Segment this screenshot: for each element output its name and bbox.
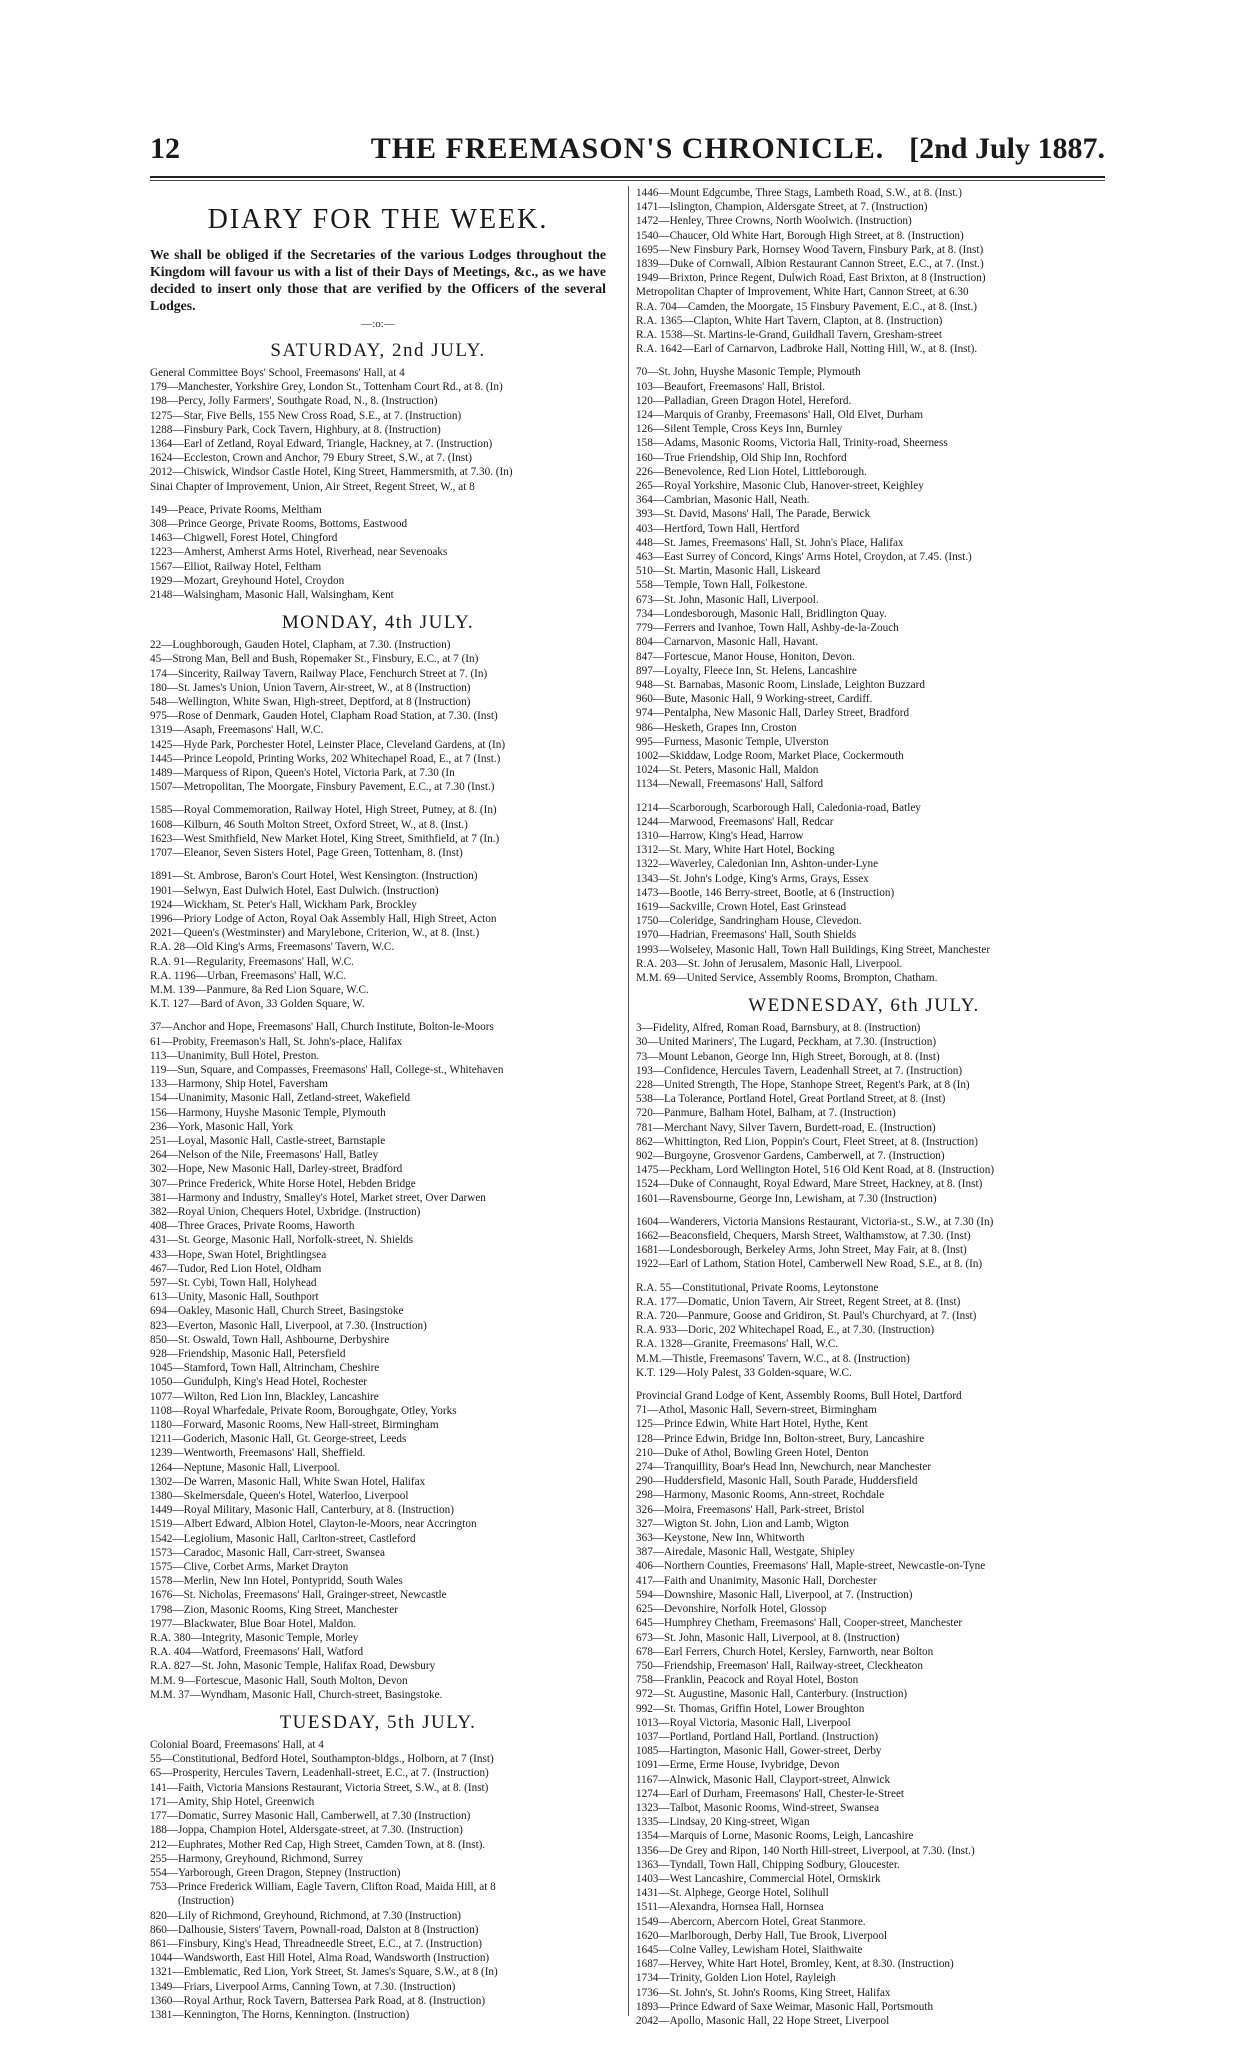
diary-entry: R.A. 933—Doric, 202 Whitechapel Road, E., at 7.30. (Instruction) — [636, 1324, 935, 1337]
diary-entry: 290—Huddersfield, Masonic Hall, South Parade, Huddersfield — [636, 1475, 918, 1488]
diary-entry: 2012—Chiswick, Windsor Castle Hotel, King Street, Hammersmith, at 7.30. (In) — [150, 466, 513, 479]
diary-entry: 694—Oakley, Masonic Hall, Church Street, Basingstoke — [150, 1305, 404, 1318]
diary-entry: 326—Moira, Freemasons' Hall, Park-street, Bristol — [636, 1503, 865, 1516]
left-column — [150, 186, 606, 2021]
diary-entry: M.M.—Thistle, Freemasons' Tavern, W.C., at 8. (Instruction) — [636, 1352, 910, 1365]
diary-entry: 1924—Wickham, St. Peter's Hall, Wickham Park, Brockley — [150, 898, 417, 911]
diary-entry: R.A. 55—Constitutional, Private Rooms, Leytonstone — [636, 1281, 879, 1294]
diary-entry: 928—Friendship, Masonic Hall, Petersfield — [150, 1348, 346, 1360]
diary-entry: 1687—Hervey, White Hart Hotel, Bromley, Kent, at 8.30. (Instruction) — [636, 1958, 954, 1971]
diary-entry: 902—Burgoyne, Grosvenor Gardens, Camberwell, at 7. (Instruction) — [636, 1150, 945, 1162]
monday-entries — [150, 638, 606, 1702]
diary-entry: 1302—De Warren, Masonic Hall, White Swan Hotel, Halifax — [150, 1475, 426, 1488]
saturday-entries — [150, 366, 606, 602]
diary-entry: 1045—Stamford, Town Hall, Altrincham, Cheshire — [150, 1362, 380, 1375]
diary-entry: 1044—Wandsworth, East Hill Hotel, Alma Road, Wandsworth (Instruction) — [150, 1952, 490, 1965]
diary-entry: 734—Londesborough, Masonic Hall, Bridlington Quay. — [636, 607, 887, 620]
day-heading-saturday: SATURDAY, 2nd JULY. — [270, 340, 486, 361]
diary-entry: 141—Faith, Victoria Mansions Restaurant, Victoria Street, S.W., at 8. (Inst) — [150, 1781, 489, 1794]
diary-entry: 1050—Gundulph, King's Head Hotel, Rochester — [150, 1376, 368, 1389]
diary-entry: General Committee Boys' School, Freemasons' Hall, at 4 — [150, 367, 405, 379]
diary-entry: 975—Rose of Denmark, Gauden Hotel, Clapham Road Station, at 7.30. (Inst) — [150, 710, 498, 723]
diary-entry: 1929—Mozart, Greyhound Hotel, Croydon — [150, 574, 345, 587]
diary-entry: 1244—Marwood, Freemasons' Hall, Redcar — [636, 815, 834, 828]
diary-entry: 1211—Goderich, Masonic Hall, Gt. George-street, Leeds — [150, 1433, 407, 1446]
diary-entry: R.A. 827—St. John, Masonic Temple, Halifax Road, Dewsbury — [150, 1660, 436, 1673]
diary-entry: 861—Finsbury, King's Head, Threadneedle Street, E.C., at 7. (Instruction) — [150, 1937, 482, 1950]
diary-entry: 1449—Royal Military, Masonic Hall, Canterbury, at 8. (Instruction) — [150, 1504, 454, 1517]
diary-entry: 236—York, Masonic Hall, York — [150, 1120, 294, 1133]
diary-entry: M.M. 139—Panmure, 8a Red Lion Square, W.C. — [150, 983, 369, 996]
diary-entry: R.A. 1196—Urban, Freemasons' Hall, W.C. — [150, 969, 347, 982]
diary-entry: 298—Harmony, Masonic Rooms, Ann-street, Rochdale — [636, 1489, 885, 1502]
entry-gap — [636, 1272, 1092, 1281]
diary-entry: 850—St. Oswald, Town Hall, Ashbourne, Derbyshire — [150, 1333, 390, 1346]
issue-date: [2nd July 1887. — [909, 132, 1105, 165]
diary-entry: 255—Harmony, Greyhound, Richmond, Surrey — [150, 1852, 364, 1865]
entry-gap — [636, 356, 1092, 365]
diary-entry: 1364—Earl of Zetland, Royal Edward, Triangle, Hackney, at 7. (Instruction) — [150, 438, 493, 451]
diary-entry: Colonial Board, Freemasons' Hall, at 4 — [150, 1739, 324, 1752]
diary-entry: 1519—Albert Edward, Albion Hotel, Clayton-le-Moors, near Accrington — [150, 1518, 477, 1531]
diary-entry: 558—Temple, Town Hall, Folkestone. — [636, 579, 808, 592]
diary-entry: 779—Ferrers and Ivanhoe, Town Hall, Ashby-de-la-Zouch — [636, 622, 899, 635]
diary-entry: 1996—Priory Lodge of Acton, Royal Oak Assembly Hall, High Street, Acton — [150, 912, 497, 925]
diary-entry: 1475—Peckham, Lord Wellington Hotel, 516 Old Kent Road, at 8. (Instruction) — [636, 1164, 995, 1177]
diary-entry: 55—Constitutional, Bedford Hotel, Southampton-bldgs., Holborn, at 7 (Inst) — [150, 1753, 494, 1766]
diary-entry: R.A. 1642—Earl of Carnarvon, Ladbroke Hall, Notting Hill, W., at 8. (Inst). — [636, 343, 978, 356]
diary-entry: 645—Humphrey Chetham, Freemasons' Hall, Cooper-street, Manchester — [636, 1617, 963, 1630]
diary-entry: 1511—Alexandra, Hornsea Hall, Hornsea — [636, 1901, 824, 1914]
diary-entry: 1949—Brixton, Prince Regent, Dulwich Road, East Brixton, at 8 (Instruction) — [636, 272, 986, 285]
diary-entry: 1695—New Finsbury Park, Hornsey Wood Tavern, Finsbury Park, at 8. (Inst) — [636, 243, 984, 256]
diary-entry: 1264—Neptune, Masonic Hall, Liverpool. — [150, 1461, 341, 1474]
diary-entry: 403—Hertford, Town Hall, Hertford — [636, 522, 800, 535]
diary-entry: 1624—Eccleston, Crown and Anchor, 79 Ebury Street, S.W., at 7. (Inst) — [150, 452, 472, 465]
diary-entry: 1037—Portland, Portland Hall, Portland. (Instruction) — [636, 1730, 879, 1743]
diary-entry: 1993—Wolseley, Masonic Hall, Town Hall Buildings, King Street, Manchester — [636, 943, 991, 956]
diary-entry: K.T. 129—Holy Palest, 33 Golden-square, W.C. — [636, 1366, 852, 1379]
diary-entry: 1335—Lindsay, 20 King-street, Wigan — [636, 1816, 810, 1829]
diary-entry: 251—Loyal, Masonic Hall, Castle-street, Barnstaple — [150, 1134, 386, 1147]
diary-entry: 37—Anchor and Hope, Freemasons' Hall, Church Institute, Bolton-le-Moors — [150, 1021, 494, 1034]
diary-entry: 1349—Friars, Liverpool Arms, Canning Town, at 7.30. (Instruction) — [150, 1980, 456, 1993]
diary-entry: 408—Three Graces, Private Rooms, Haworth — [150, 1220, 355, 1233]
diary-entry: 1604—Wanderers, Victoria Mansions Restaurant, Victoria-st., S.W., at 7.30 (In) — [636, 1215, 994, 1228]
diary-entry: 1013—Royal Victoria, Masonic Hall, Liverpool — [636, 1716, 851, 1729]
diary-entry: 2021—Queen's (Westminster) and Marylebone, Criterion, W., at 8. (Inst.) — [150, 927, 480, 940]
diary-entry: 862—Whittington, Red Lion, Poppin's Court, Fleet Street, at 8. (Instruction) — [636, 1135, 978, 1148]
entry-gap — [150, 860, 606, 869]
diary-entry: 1363—Tyndall, Town Hall, Chipping Sodbury, Gloucester. — [636, 1858, 900, 1871]
diary-entry: 149—Peace, Private Rooms, Meltham — [150, 503, 322, 516]
diary-entry: 1473—Bootle, 146 Berry-street, Bootle, at 6 (Instruction) — [636, 886, 895, 899]
diary-entry: 327—Wigton St. John, Lion and Lamb, Wigton — [636, 1517, 849, 1530]
diary-entry: 1024—St. Peters, Masonic Hall, Maldon — [636, 764, 819, 777]
diary-entry: 308—Prince George, Private Rooms, Bottoms, Eastwood — [150, 518, 408, 531]
diary-entry: 1275—Star, Five Bells, 155 New Cross Road, S.E., at 7. (Instruction) — [150, 409, 462, 422]
diary-entry: 124—Marquis of Granby, Freemasons' Hall, Old Elvet, Durham — [636, 409, 924, 422]
diary-entry: 1619—Sackville, Crown Hotel, East Grinstead — [636, 900, 847, 913]
diary-entry: 1549—Abercorn, Abercorn Hotel, Great Stanmore. — [636, 1915, 866, 1928]
day-heading-wednesday: WEDNESDAY, 6th JULY. — [748, 995, 980, 1017]
tuesday-continued-entries — [636, 186, 1092, 985]
diary-entry: 71—Athol, Masonic Hall, Severn-street, Birmingham — [636, 1404, 877, 1417]
entry-gap — [150, 794, 606, 803]
diary-entry: 1970—Hadrian, Freemasons' Hall, South Shields — [636, 929, 857, 942]
diary-entry: 1274—Earl of Durham, Freemasons' Hall, Chester-le-Street — [636, 1787, 905, 1800]
diary-entry: 1573—Caradoc, Masonic Hall, Carr-street, Swansea — [150, 1546, 385, 1559]
diary-entry: Sinai Chapter of Improvement, Union, Air Street, Regent Street, W., at 8 — [150, 480, 475, 493]
diary-entry: 70—St. John, Huyshe Masonic Temple, Plymouth — [636, 366, 861, 379]
diary-entry: 1901—Selwyn, East Dulwich Hotel, East Dulwich. (Instruction) — [150, 884, 439, 897]
diary-entry: 363—Keystone, New Inn, Whitworth — [636, 1532, 805, 1545]
entry-gap — [636, 792, 1092, 801]
diary-entry: 986—Hesketh, Grapes Inn, Croston — [636, 721, 797, 734]
diary-entry: 860—Dalhousie, Sisters' Tavern, Pownall-road, Dalston at 8 (Instruction) — [150, 1923, 479, 1936]
diary-entry: 274—Tranquillity, Boar's Head Inn, Newchurch, near Manchester — [636, 1461, 932, 1474]
diary-entry: 625—Devonshire, Norfolk Hotel, Glossop — [636, 1603, 827, 1616]
diary-entry: 597—St. Cybi, Town Hall, Holyhead — [150, 1276, 317, 1289]
diary-entry: 307—Prince Frederick, White Horse Hotel, Hebden Bridge — [150, 1177, 416, 1190]
diary-entry: 1681—Londesborough, Berkeley Arms, John Street, May Fair, at 8. (Inst) — [636, 1244, 967, 1257]
diary-entry: 1798—Zion, Masonic Rooms, King Street, Manchester — [150, 1603, 398, 1616]
diary-entry: 960—Bute, Masonic Hall, 9 Working-street, Cardiff. — [636, 693, 873, 706]
diary-entry: R.A. 177—Domatic, Union Tavern, Air Street, Regent Street, at 8. (Inst) — [636, 1295, 961, 1308]
diary-entry: 1214—Scarborough, Scarborough Hall, Caledonia-road, Batley — [636, 801, 921, 814]
diary-entry: 382—Royal Union, Chequers Hotel, Uxbridge. (Instruction) — [150, 1205, 421, 1218]
diary-entry: 119—Sun, Square, and Compasses, Freemasons' Hall, College-st., Whitehaven — [150, 1063, 504, 1076]
diary-intro: We shall be obliged if the Secretaries of the various Lodges throughout the Kingdom will favour us with a list of their Days of Meetings, &c., as we have decided to insert only those that are verified by the Officers of the several Lodges. — [150, 247, 606, 313]
diary-entry: 154—Unanimity, Masonic Hall, Zetland-street, Wakefield — [150, 1092, 411, 1105]
diary-entry: 125—Prince Edwin, White Hart Hotel, Hythe, Kent — [636, 1418, 868, 1431]
diary-entry: 406—Northern Counties, Freemasons' Hall, Maple-street, Newcastle-on-Tyne — [636, 1560, 986, 1573]
diary-entry: 120—Palladian, Green Dragon Hotel, Hereford. — [636, 394, 852, 407]
diary-entry: 1310—Harrow, King's Head, Harrow — [636, 829, 804, 842]
diary-entry: R.A. 1365—Clapton, White Hart Tavern, Clapton, at 8. (Instruction) — [636, 314, 943, 327]
diary-entry: 264—Nelson of the Nile, Freemasons' Hall, Batley — [150, 1149, 379, 1162]
diary-entry: 1002—Skiddaw, Lodge Room, Market Place, Cockermouth — [636, 749, 904, 762]
diary-entry: 1922—Earl of Lathom, Station Hotel, Camberwell New Road, S.E., at 8. (In) — [636, 1258, 983, 1271]
diary-entry: 1322—Waverley, Caledonian Inn, Ashton-under-Lyne — [636, 858, 879, 871]
diary-entry: 1623—West Smithfield, New Market Hotel, King Street, Smithfield, at 7 (In.) — [150, 832, 500, 845]
diary-entry: M.M. 37—Wyndham, Masonic Hall, Church-street, Basingstoke. — [150, 1688, 443, 1701]
diary-entry: 22—Loughborough, Gauden Hotel, Clapham, at 7.30. (Instruction) — [150, 639, 451, 652]
entry-gap — [150, 494, 606, 503]
diary-entry: 753—Prince Frederick William, Eagle Tavern, Clifton Road, Maida Hill, at 8 — [150, 1881, 496, 1894]
diary-title: DIARY FOR THE WEEK. — [207, 204, 549, 235]
diary-entry: 1645—Colne Valley, Lewisham Hotel, Slaithwaite — [636, 1943, 863, 1956]
diary-entry: 820—Lily of Richmond, Greyhound, Richmond, at 7.30 (Instruction) — [150, 1909, 462, 1922]
diary-entry: 417—Faith and Unanimity, Masonic Hall, Dorchester — [636, 1574, 877, 1587]
page-number: 12 — [150, 132, 180, 165]
diary-entry: 1356—De Grey and Ripon, 140 North Hill-street, Liverpool, at 7.30. (Inst.) — [636, 1844, 975, 1857]
diary-entry: 226—Benevolence, Red Lion Hotel, Littleborough. — [636, 465, 867, 478]
diary-entry: 198—Percy, Jolly Farmers', Southgate Road, N., 8. (Instruction) — [150, 395, 438, 408]
wednesday-entries — [636, 1021, 1092, 2028]
diary-entry: 750—Friendship, Freemason' Hall, Railway-street, Cleckheaton — [636, 1659, 923, 1672]
diary-entry: 1312—St. Mary, White Hart Hotel, Bocking — [636, 844, 835, 857]
diary-entry: 113—Unanimity, Bull Hotel, Preston. — [150, 1049, 320, 1062]
diary-entry: R.A. 404—Watford, Freemasons' Hall, Watford — [150, 1646, 364, 1659]
diary-entry: 1319—Asaph, Freemasons' Hall, W.C. — [150, 724, 324, 737]
diary-entry: 897—Loyalty, Fleece Inn, St. Helens, Lancashire — [636, 664, 857, 677]
diary-entry: 2148—Walsingham, Masonic Hall, Walsingham, Kent — [150, 589, 394, 602]
diary-entry: 1445—Prince Leopold, Printing Works, 202 Whitechapel Road, E., at 7 (Inst.) — [150, 752, 501, 765]
diary-entry: 1463—Chigwell, Forest Hotel, Chingford — [150, 532, 338, 545]
diary-entry: 171—Amity, Ship Hotel, Greenwich — [150, 1795, 315, 1808]
diary-entry: 847—Fortescue, Manor House, Honiton, Devon. — [636, 650, 855, 663]
diary-entry: 1431—St. Alphege, George Hotel, Solihull — [636, 1887, 829, 1900]
diary-entry: 1085—Hartington, Masonic Hall, Gower-street, Derby — [636, 1745, 882, 1758]
column-divider — [628, 186, 629, 2016]
entry-gap — [150, 1011, 606, 1020]
diary-entry: 538—La Tolerance, Portland Hotel, Great Portland Street, at 8. (Inst) — [636, 1093, 946, 1106]
diary-entry: 210—Duke of Athol, Bowling Green Hotel, Denton — [636, 1446, 869, 1459]
diary-entry: 974—Pentalpha, New Masonic Hall, Darley Street, Bradford — [636, 707, 910, 720]
diary-entry: R.A. 380—Integrity, Masonic Temple, Morley — [150, 1632, 359, 1645]
diary-entry: R.A. 203—St. John of Jerusalem, Masonic Hall, Liverpool. — [636, 957, 903, 970]
diary-entry: 65—Prosperity, Hercules Tavern, Leadenhall-street, E.C., at 7. (Instruction) — [150, 1767, 489, 1780]
diary-entry: 823—Everton, Masonic Hall, Liverpool, at 7.30. (Instruction) — [150, 1319, 427, 1332]
diary-entry: 61—Probity, Freemason's Hall, St. John's-place, Halifax — [150, 1035, 403, 1048]
diary-entry: 992—St. Thomas, Griffin Hotel, Lower Broughton — [636, 1702, 865, 1715]
diary-entry: 156—Harmony, Huyshe Masonic Temple, Plymouth — [150, 1106, 386, 1119]
diary-entry: 193—Confidence, Hercules Tavern, Leadenhall Street, at 7. (Instruction) — [636, 1064, 963, 1077]
diary-entry: 613—Unity, Masonic Hall, Southport — [150, 1291, 319, 1304]
diary-entry: 30—United Mariners', The Lugard, Peckham, at 7.30. (Instruction) — [636, 1036, 937, 1049]
diary-entry: 781—Merchant Navy, Silver Tavern, Burdett-road, E. (Instruction) — [636, 1121, 936, 1134]
diary-entry: 3—Fidelity, Alfred, Roman Road, Barnsbury, at 8. (Instruction) — [636, 1022, 921, 1035]
diary-entry: 228—United Strength, The Hope, Stanhope Street, Regent's Park, at 8 (In) — [636, 1078, 970, 1091]
diary-entry: 302—Hope, New Masonic Hall, Darley-street, Bradford — [150, 1163, 403, 1176]
diary-entry: 1707—Eleanor, Seven Sisters Hotel, Page Green, Tottenham, 8. (Inst) — [150, 847, 463, 860]
diary-entry: 804—Carnarvon, Masonic Hall, Havant. — [636, 636, 819, 649]
diary-entry: 948—St. Barnabas, Masonic Room, Linslade, Leighton Buzzard — [636, 678, 925, 691]
diary-entry: 174—Sincerity, Railway Tavern, Railway Place, Fenchurch Street at 7. (In) — [150, 667, 488, 680]
diary-entry: 179—Manchester, Yorkshire Grey, London St., Tottenham Court Rd., at 8. (In) — [150, 381, 503, 394]
diary-entry: 1507—Metropolitan, The Moorgate, Finsbury Pavement, E.C., at 7.30 (Inst.) — [150, 781, 495, 794]
diary-entry: 510—St. Martin, Masonic Hall, Liskeard — [636, 565, 821, 578]
diary-entry: 995—Furness, Masonic Temple, Ulverston — [636, 735, 829, 748]
section-separator: —:o:— — [361, 318, 395, 330]
diary-entry: 45—Strong Man, Bell and Bush, Ropemaker St., Finsbury, E.C., at 7 (In) — [150, 653, 479, 666]
diary-entry: 433—Hope, Swan Hotel, Brightlingsea — [150, 1248, 327, 1261]
day-heading-tuesday: TUESDAY, 5th JULY. — [279, 1712, 477, 1734]
diary-entry: 1223—Amherst, Amherst Arms Hotel, Riverhead, near Sevenoaks — [150, 546, 448, 559]
diary-entry: 1381—Kennington, The Horns, Kennington. (Instruction) — [150, 2008, 410, 2021]
diary-entry: M.M. 9—Fortescue, Masonic Hall, South Molton, Devon — [150, 1674, 408, 1687]
diary-entry: 1077—Wilton, Red Lion Inn, Blackley, Lancashire — [150, 1390, 379, 1403]
header-rule — [150, 176, 1105, 178]
diary-entry: 1662—Beaconsfield, Chequers, Marsh Street, Walthamstow, at 7.30. (Inst) — [636, 1230, 971, 1243]
diary-entry: Metropolitan Chapter of Improvement, White Hart, Cannon Street, at 6.30 — [636, 286, 969, 299]
diary-entry: 1471—Islington, Champion, Aldersgate Street, at 7. (Instruction) — [636, 201, 928, 214]
diary-entry: R.A. 720—Panmure, Goose and Gridiron, St. Paul's Churchyard, at 7. (Inst) — [636, 1310, 977, 1323]
diary-entry: 180—St. James's Union, Union Tavern, Air-street, W., at 8 (Instruction) — [150, 681, 471, 694]
diary-entry: 1446—Mount Edgcumbe, Three Stags, Lambeth Road, S.W., at 8. (Inst.) — [636, 187, 962, 199]
diary-entry: 720—Panmure, Balham Hotel, Balham, at 7. (Instruction) — [636, 1107, 896, 1120]
diary-entry: 594—Downshire, Masonic Hall, Liverpool, at 7. (Instruction) — [636, 1588, 913, 1601]
diary-entry: Provincial Grand Lodge of Kent, Assembly Rooms, Bull Hotel, Dartford — [636, 1390, 962, 1403]
diary-entry: 1542—Legiolium, Masonic Hall, Carlton-street, Castleford — [150, 1532, 416, 1545]
diary-entry: 177—Domatic, Surrey Masonic Hall, Camberwell, at 7.30 (Instruction) — [150, 1810, 471, 1823]
diary-entry: 673—St. John, Masonic Hall, Liverpool. — [636, 593, 819, 606]
diary-entry: 103—Beaufort, Freemasons' Hall, Bristol. — [636, 380, 826, 393]
paper-title: THE FREEMASON'S CHRONICLE. — [370, 132, 885, 165]
diary-entry: 265—Royal Yorkshire, Masonic Club, Hanover-street, Keighley — [636, 480, 924, 493]
diary-entry: 1239—Wentworth, Freemasons' Hall, Sheffield. — [150, 1447, 366, 1460]
diary-entry: 1288—Finsbury Park, Cock Tavern, Highbury, at 8. (Instruction) — [150, 423, 441, 436]
diary-entry: 1425—Hyde Park, Porchester Hotel, Leinster Place, Cleveland Gardens, at (In) — [150, 738, 506, 751]
diary-entry: 1839—Duke of Cornwall, Albion Restaurant Cannon Street, E.C., at 7. (Inst.) — [636, 258, 984, 271]
diary-entry: 1108—Royal Wharfedale, Private Room, Boroughgate, Otley, Yorks — [150, 1404, 457, 1417]
diary-entry: 2042—Apollo, Masonic Hall, 22 Hope Street, Liverpool — [636, 2014, 890, 2027]
diary-entry: R.A. 1328—Granite, Freemasons' Hall, W.C. — [636, 1338, 839, 1351]
diary-entry: R.A. 1538—St. Martins-le-Grand, Guildhall Tavern, Gresham-street — [636, 329, 942, 342]
right-column — [636, 186, 1092, 2027]
diary-entry: 548—Wellington, White Swan, High-street, Deptford, at 8 (Instruction) — [150, 696, 471, 709]
diary-entry: 1736—St. John's, St. John's Rooms, King Street, Halifax — [636, 1986, 891, 1999]
diary-entry: 393—St. David, Masons' Hall, The Parade, Berwick — [636, 508, 871, 521]
diary-entry: 1585—Royal Commemoration, Railway Hotel, High Street, Putney, at 8. (In) — [150, 804, 497, 817]
diary-entry: 1472—Henley, Three Crowns, North Woolwich. (Instruction) — [636, 215, 912, 228]
diary-entry: 1575—Clive, Corbet Arms, Market Drayton — [150, 1561, 349, 1574]
diary-entry: 1891—St. Ambrose, Baron's Court Hotel, West Kensington. (Instruction) — [150, 870, 478, 883]
diary-entry: 431—St. George, Masonic Hall, Norfolk-street, N. Shields — [150, 1234, 413, 1247]
diary-entry: 1620—Marlborough, Derby Hall, Tue Brook, Liverpool — [636, 1929, 888, 1942]
diary-entry: R.A. 91—Regularity, Freemasons' Hall, W.C. — [150, 955, 354, 968]
diary-entry: 364—Cambrian, Masonic Hall, Neath. — [636, 494, 810, 507]
diary-entry: K.T. 127—Bard of Avon, 33 Golden Square, W. — [150, 998, 365, 1011]
diary-entry: 758—Franklin, Peacock and Royal Hotel, Boston — [636, 1674, 859, 1687]
diary-entry: 381—Harmony and Industry, Smalley's Hotel, Market street, Over Darwen — [150, 1191, 486, 1204]
diary-entry: 1676—St. Nicholas, Freemasons' Hall, Grainger-street, Newcastle — [150, 1589, 447, 1602]
diary-entry: 972—St. Augustine, Masonic Hall, Canterbury. (Instruction) — [636, 1688, 908, 1701]
diary-entry: R.A. 704—Camden, the Moorgate, 15 Finsbury Pavement, E.C., at 8. (Inst.) — [636, 300, 977, 313]
diary-entry: 1091—Erme, Erme House, Ivybridge, Devon — [636, 1759, 840, 1772]
diary-entry: R.A. 28—Old King's Arms, Freemasons' Tavern, W.C. — [150, 941, 395, 954]
diary-entry: (Instruction) — [178, 1895, 234, 1908]
diary-entry: 1601—Ravensbourne, George Inn, Lewisham, at 7.30 (Instruction) — [636, 1192, 937, 1205]
entry-gap — [636, 1206, 1092, 1215]
diary-entry: 158—Adams, Masonic Rooms, Victoria Hall, Trinity-road, Sheerness — [636, 437, 948, 450]
diary-entry: 1167—Alnwick, Masonic Hall, Clayport-street, Alnwick — [636, 1773, 891, 1786]
header-rule-thin — [150, 180, 1105, 181]
diary-entry: 1343—St. John's Lodge, King's Arms, Grays, Essex — [636, 872, 869, 885]
diary-entry: 678—Earl Ferrers, Church Hotel, Kersley, Farnworth, near Bolton — [636, 1645, 934, 1658]
day-heading-monday: MONDAY, 4th JULY. — [281, 612, 475, 634]
diary-entry: 1734—Trinity, Golden Lion Hotel, Rayleigh — [636, 1972, 836, 1985]
diary-entry: 1134—Newall, Freemasons' Hall, Salford — [636, 778, 824, 791]
tuesday-entries — [150, 1738, 606, 2022]
diary-entry: 1403—West Lancashire, Commercial Hotel, Ormskirk — [636, 1872, 881, 1885]
diary-entry: 1323—Talbot, Masonic Rooms, Wind-street, Swansea — [636, 1801, 880, 1814]
masthead — [150, 128, 1105, 174]
diary-entry: 188—Joppa, Champion Hotel, Aldersgate-street, at 7.30. (Instruction) — [150, 1824, 463, 1837]
entry-gap — [636, 1380, 1092, 1389]
diary-entry: 673—St. John, Masonic Hall, Liverpool, at 8. (Instruction) — [636, 1631, 900, 1644]
diary-entry: M.M. 69—United Service, Assembly Rooms, Brompton, Chatham. — [636, 971, 938, 984]
diary-entry: 1608—Kilburn, 46 South Molton Street, Oxford Street, W., at 8. (Inst.) — [150, 818, 468, 831]
diary-entry: 463—East Surrey of Concord, Kings' Arms Hotel, Croydon, at 7.45. (Inst.) — [636, 551, 972, 564]
diary-entry: 1524—Duke of Connaught, Royal Edward, Mare Street, Hackney, at 8. (Inst) — [636, 1178, 983, 1191]
diary-entry: 1489—Marquess of Ripon, Queen's Hotel, Victoria Park, at 7.30 (In — [150, 767, 455, 780]
diary-entry: 387—Airedale, Masonic Hall, Westgate, Shipley — [636, 1546, 855, 1559]
diary-entry: 133—Harmony, Ship Hotel, Faversham — [150, 1078, 328, 1091]
diary-entry: 1977—Blackwater, Blue Boar Hotel, Maldon. — [150, 1617, 357, 1630]
diary-entry: 1578—Merlin, New Inn Hotel, Pontypridd, South Wales — [150, 1575, 403, 1588]
diary-entry: 128—Prince Edwin, Bridge Inn, Bolton-street, Bury, Lancashire — [636, 1432, 925, 1445]
diary-entry: 1321—Emblematic, Red Lion, York Street, St. James's Square, S.W., at 8 (In) — [150, 1966, 498, 1979]
diary-entry: 1540—Chaucer, Old White Hart, Borough High Street, at 8. (Instruction) — [636, 229, 964, 242]
diary-entry: 1360—Royal Arthur, Rock Tavern, Battersea Park Road, at 8. (Instruction) — [150, 1994, 486, 2007]
diary-entry: 1750—Coleridge, Sandringham House, Clevedon. — [636, 915, 862, 928]
diary-entry: 1354—Marquis of Lorne, Masonic Rooms, Leigh, Lancashire — [636, 1830, 914, 1843]
diary-entry: 554—Yarborough, Green Dragon, Stepney (Instruction) — [150, 1866, 401, 1879]
diary-entry: 212—Euphrates, Mother Red Cap, High Street, Camden Town, at 8. (Inst). — [150, 1838, 486, 1851]
diary-entry: 448—St. James, Freemasons' Hall, St. John's Place, Halifax — [636, 536, 904, 549]
diary-entry: 1893—Prince Edward of Saxe Weimar, Masonic Hall, Portsmouth — [636, 2000, 934, 2013]
diary-entry: 1180—Forward, Masonic Rooms, New Hall-street, Birmingham — [150, 1419, 439, 1432]
diary-entry: 467—Tudor, Red Lion Hotel, Oldham — [150, 1262, 322, 1275]
diary-entry: 73—Mount Lebanon, George Inn, High Street, Borough, at 8. (Inst) — [636, 1050, 940, 1063]
diary-entry: 160—True Friendship, Old Ship Inn, Rochford — [636, 451, 847, 464]
diary-entry: 1380—Skelmersdale, Queen's Hotel, Waterloo, Liverpool — [150, 1490, 409, 1503]
diary-entry: 126—Silent Temple, Cross Keys Inn, Burnley — [636, 423, 843, 436]
diary-entry: 1567—Elliot, Railway Hotel, Feltham — [150, 560, 322, 573]
